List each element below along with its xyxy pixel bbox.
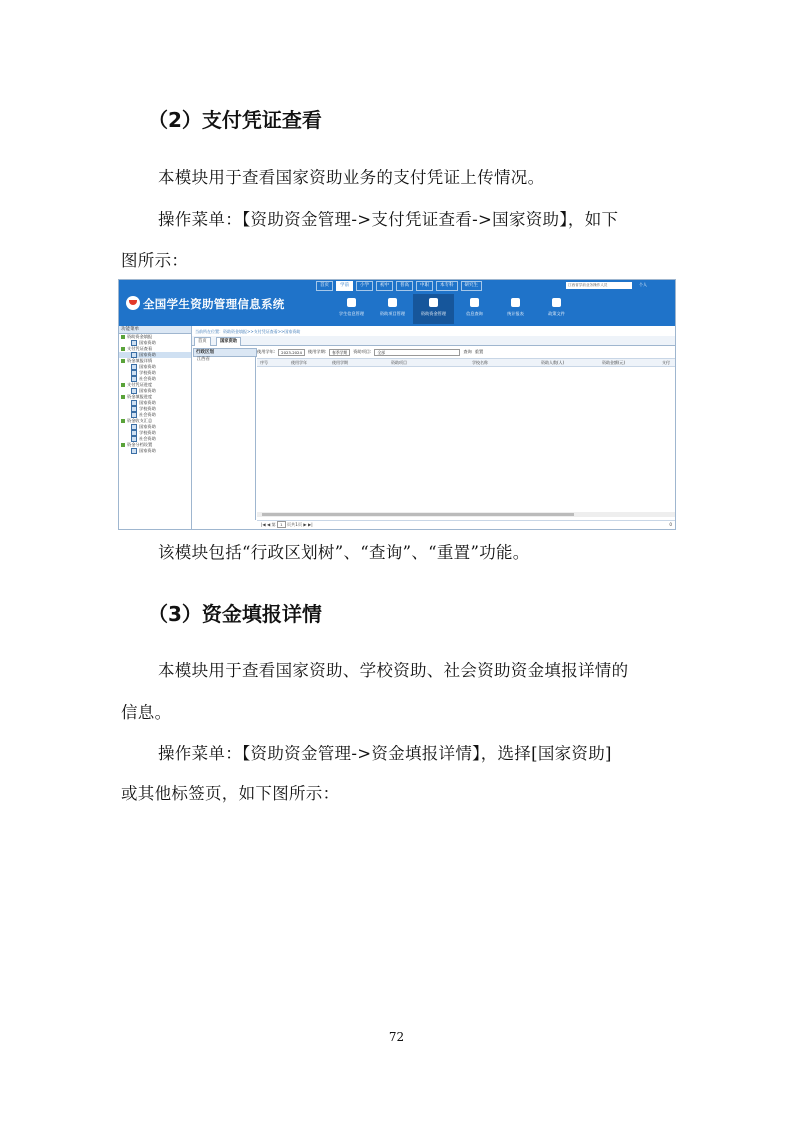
- nav-item-graduate[interactable]: 研究生: [461, 281, 483, 291]
- menu-item[interactable]: 学校资助: [119, 406, 191, 412]
- module-reports[interactable]: 统计报表: [495, 294, 536, 324]
- paragraph-1: 本模块用于查看国家资助业务的支付凭证上传情况。: [158, 168, 545, 187]
- menu-group[interactable]: 支付凭证进度: [119, 382, 191, 388]
- role-select[interactable]: 江西省学前业务操作人员: [566, 282, 632, 289]
- menu-group[interactable]: 资金分档设置: [119, 442, 191, 448]
- paragraph-4-line-2: 信息。: [121, 703, 172, 722]
- column-header: 使用学年: [291, 360, 307, 365]
- paragraph-5-line-2: 或其他标签页，如下图所示：: [121, 784, 340, 803]
- nav-item-vocational[interactable]: 中职: [416, 281, 433, 291]
- pager-total: 0: [669, 522, 672, 527]
- region-node-root[interactable]: 江西省: [197, 357, 210, 362]
- menu-group[interactable]: 资助资金填报: [119, 334, 191, 340]
- region-tree-header: 行政区划: [193, 348, 257, 357]
- section-heading-3: （3）资金填报详情: [148, 602, 322, 626]
- breadcrumb: 当前所在位置：资助资金填报>>支付凭证查看>>国家资助: [195, 329, 301, 334]
- project-label: 资助项目:: [353, 349, 372, 354]
- system-name: 全国学生资助管理信息系统: [143, 297, 285, 311]
- nav-item-home[interactable]: 首页: [316, 281, 333, 291]
- paragraph-2-line-2: 图所示：: [121, 251, 189, 270]
- column-header: 资助项目: [391, 360, 407, 365]
- menu-group[interactable]: 资金填报详情: [119, 358, 191, 364]
- project-select[interactable]: 全部: [374, 349, 460, 356]
- menu-item[interactable]: 社会资助: [119, 436, 191, 442]
- stage-nav: [316, 281, 482, 291]
- menu-item[interactable]: 国家资助: [119, 388, 191, 394]
- nav-item-preschool[interactable]: 学前: [336, 281, 353, 291]
- module-funds[interactable]: 资助资金管理: [413, 294, 454, 324]
- system-banner: [119, 280, 675, 326]
- paragraph-3: 该模块包括“行政区划树”、“查询”、“重置”功能。: [158, 543, 530, 562]
- user-label[interactable]: 个人: [639, 282, 647, 287]
- page-number: 72: [388, 1030, 405, 1044]
- scroll-thumb[interactable]: [262, 513, 574, 516]
- column-header: 资助金额(元): [602, 360, 626, 365]
- nav-item-senior[interactable]: 普高: [396, 281, 413, 291]
- paragraph-2-line-1: 操作菜单：【资助资金管理->支付凭证查看->国家资助】，如下: [158, 210, 619, 229]
- region-tree: [193, 356, 256, 520]
- horizontal-scrollbar[interactable]: [257, 512, 675, 517]
- column-header: 序号: [260, 360, 268, 365]
- search-icon: [470, 298, 479, 307]
- tab-national-aid[interactable]: 国家资助: [216, 337, 241, 346]
- tab-bar: [192, 336, 675, 346]
- menu-item[interactable]: 国家资助: [119, 364, 191, 370]
- briefcase-icon: [388, 298, 397, 307]
- filter-bar: [257, 348, 675, 356]
- module-student-info[interactable]: 学生信息管理: [331, 294, 372, 324]
- reset-button[interactable]: 重置: [474, 349, 484, 354]
- module-policy[interactable]: 政策文件: [536, 294, 577, 324]
- module-projects[interactable]: 资助项目管理: [372, 294, 413, 324]
- menu-item[interactable]: 社会资助: [119, 412, 191, 418]
- column-header: 资助人数(人): [541, 360, 565, 365]
- paragraph-5-line-1: 操作菜单：【资助资金管理->资金填报详情】，选择[国家资助]: [158, 744, 612, 763]
- tab-home[interactable]: 首页: [194, 337, 211, 346]
- function-menu: [119, 326, 192, 529]
- menu-item[interactable]: 国家资助: [119, 340, 191, 346]
- pager: [257, 520, 675, 529]
- column-header: 学校名称: [472, 360, 488, 365]
- students-icon: [347, 298, 356, 307]
- menu-item[interactable]: 学校资助: [119, 370, 191, 376]
- column-header: 支付: [662, 360, 670, 365]
- pager-page-suffix: 页共1页: [286, 522, 303, 527]
- menu-item[interactable]: 国家资助: [119, 400, 191, 406]
- module-nav: [331, 294, 577, 324]
- pie-chart-icon: [511, 298, 520, 307]
- nav-item-undergrad[interactable]: 本专科: [436, 281, 458, 291]
- wallet-icon: [429, 298, 438, 307]
- term-select[interactable]: 春季学期: [329, 349, 350, 356]
- module-query[interactable]: 信息查询: [454, 294, 495, 324]
- function-menu-title: 功能菜单: [119, 326, 191, 334]
- section-heading-2: （2）支付凭证查看: [148, 108, 322, 132]
- column-header: 使用学期: [332, 360, 348, 365]
- paragraph-4-line-1: 本模块用于查看国家资助、学校资助、社会资助资金填报详情的: [158, 661, 629, 680]
- menu-item[interactable]: 学校资助: [119, 430, 191, 436]
- pager-page-input[interactable]: 1: [277, 521, 285, 528]
- menu-group[interactable]: 支付凭证查看: [119, 346, 191, 352]
- pager-next[interactable]: ▶ ▶|: [303, 522, 313, 527]
- embedded-screenshot: [118, 279, 676, 530]
- menu-item[interactable]: 国家资助: [119, 424, 191, 430]
- term-label: 使用学期:: [307, 349, 327, 354]
- menu-item[interactable]: 国家资助: [119, 448, 191, 454]
- function-tree: [119, 334, 191, 454]
- result-grid-header: [257, 358, 675, 367]
- document-icon: [552, 298, 561, 307]
- year-select[interactable]: 2023-2024: [278, 349, 305, 356]
- query-button[interactable]: 查询: [463, 349, 472, 354]
- menu-group[interactable]: 资金填报进度: [119, 394, 191, 400]
- nav-item-primary[interactable]: 小学: [356, 281, 373, 291]
- nav-item-junior[interactable]: 初中: [376, 281, 393, 291]
- pager-page-prefix: 第: [271, 522, 276, 527]
- menu-item[interactable]: 社会资助: [119, 376, 191, 382]
- year-label: 使用学年:: [257, 349, 276, 354]
- pager-prev[interactable]: |◀ ◀: [261, 522, 271, 527]
- system-logo-icon: [126, 296, 140, 310]
- menu-group[interactable]: 资金收支汇总: [119, 418, 191, 424]
- menu-item[interactable]: 国家资助: [119, 352, 191, 358]
